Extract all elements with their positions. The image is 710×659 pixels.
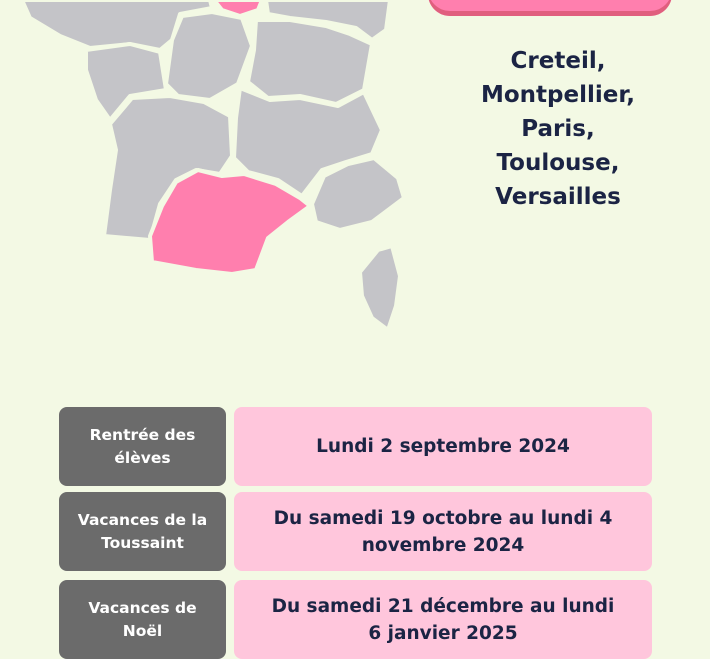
calendar-row-noel bbox=[59, 580, 652, 659]
calendar-value: Lundi 2 septembre 2024 bbox=[234, 407, 652, 486]
calendar-label: Rentrée des élèves bbox=[59, 407, 226, 486]
calendar-value: Du samedi 21 décembre au lundi 6 janvier 2025 bbox=[234, 580, 652, 659]
academy-name: Montpellier, bbox=[480, 82, 636, 108]
france-map bbox=[0, 0, 420, 340]
academy-name: Paris, bbox=[521, 116, 595, 142]
zone-badge bbox=[428, 0, 672, 16]
academy-name: Creteil, bbox=[510, 48, 606, 74]
calendar-label: Vacances de Noël bbox=[59, 580, 226, 659]
academy-name: Toulouse, bbox=[496, 150, 620, 176]
calendar-value: Du samedi 19 octobre au lundi 4 novembre 2024 bbox=[234, 492, 652, 571]
calendar-label: Vacances de la Toussaint bbox=[59, 492, 226, 571]
calendar-row-rentree bbox=[59, 407, 652, 486]
calendar-row-toussaint bbox=[59, 492, 652, 571]
map-region-corsica bbox=[360, 246, 400, 330]
map-region-east bbox=[248, 20, 372, 104]
academies-list bbox=[470, 44, 646, 214]
academy-name: Versailles bbox=[495, 184, 621, 210]
